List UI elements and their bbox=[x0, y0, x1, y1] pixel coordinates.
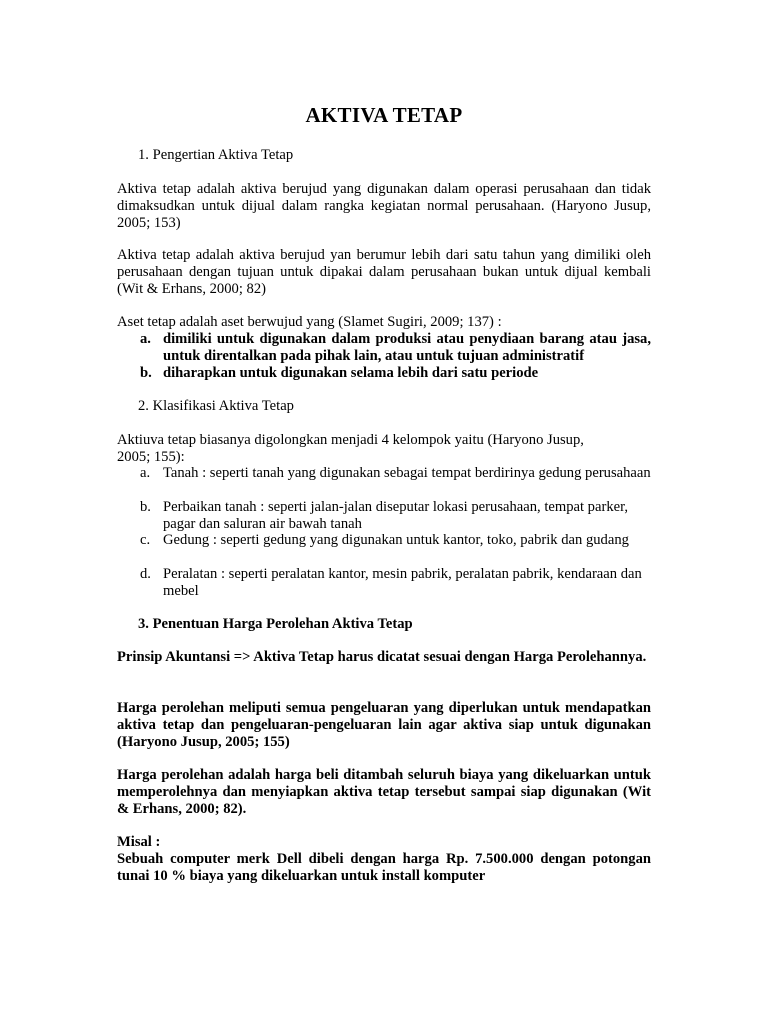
list-item-text: Peralatan : seperti peralatan kantor, mesin pabrik, peralatan pabrik, kendaraan dan mebel bbox=[163, 566, 642, 599]
section-3-paragraph-1: Prinsip Akuntansi => Aktiva Tetap harus dicatat sesuai dengan Harga Perolehannya. bbox=[117, 649, 647, 665]
list-marker: a. bbox=[140, 465, 151, 481]
list-item-text: Gedung : seperti gedung yang digunakan untuk kantor, toko, pabrik dan gudang bbox=[163, 532, 629, 548]
section-1-paragraph-3-intro: Aset tetap adalah aset berwujud yang (Slamet Sugiri, 2009; 137) : bbox=[117, 314, 502, 330]
section-1-heading: 1. Pengertian Aktiva Tetap bbox=[138, 147, 294, 163]
section-1-paragraph-2: Aktiva tetap adalah aktiva berujud yan berumur lebih dari satu tahun yang dimiliki oleh perusahaan dengan tujuan untuk dipakai dalam perusahaan bukan untuk dijual kembali (Wit & Erhans, 2000; 82) bbox=[117, 247, 651, 297]
example-text: Sebuah computer merk Dell dibeli dengan harga Rp. 7.500.000 dengan potongan tunai 10 % biaya yang dikeluarkan untuk install komputer bbox=[117, 851, 651, 884]
list-item-text: diharapkan untuk digunakan selama lebih dari satu periode bbox=[163, 365, 539, 381]
list-marker: b. bbox=[140, 499, 151, 515]
section-3-paragraph-2: Harga perolehan meliputi semua pengeluaran yang diperlukan untuk mendapatkan aktiva tetap dan pengeluaran-pengeluaran lain agar aktiva siap untuk digunakan (Haryono Jusup, 2005; 155) bbox=[117, 700, 651, 750]
section-1-paragraph-1: Aktiva tetap adalah aktiva berujud yang digunakan dalam operasi perusahaan dan tidak dimaksudkan untuk dijual dalam rangka kegiatan normal perusahaan. (Haryono Jusup, 2005; 153) bbox=[117, 181, 651, 231]
list-marker: a. bbox=[140, 331, 151, 347]
section-3-heading: 3. Penentuan Harga Perolehan Aktiva Tetap bbox=[138, 616, 413, 632]
list-marker: d. bbox=[140, 566, 151, 582]
list-item-text: Tanah : seperti tanah yang digunakan sebagai tempat berdirinya gedung perusahaan bbox=[163, 465, 651, 481]
list-marker: b. bbox=[140, 365, 152, 381]
list-item-text: Perbaikan tanah : seperti jalan-jalan diseputar lokasi perusahaan, tempat parker, pagar dan saluran air bawah tanah bbox=[163, 499, 629, 532]
section-2-intro: Aktiuva tetap biasanya digolongkan menjadi 4 kelompok yaitu (Haryono Jusup, 2005; 155): bbox=[117, 432, 584, 465]
section-3-paragraph-3: Harga perolehan adalah harga beli ditambah seluruh biaya yang dikeluarkan untuk memperolehnya dan menyiapkan aktiva tetap tersebut sampai siap digunakan (Wit & Erhans, 2000; 82). bbox=[117, 767, 651, 817]
list-item-text: dimiliki untuk digunakan dalam produksi atau penydiaan barang atau jasa, untuk direntalkan pada pihak lain, atau untuk tujuan administratif bbox=[163, 331, 651, 364]
section-2-heading: 2. Klasifikasi Aktiva Tetap bbox=[138, 398, 294, 414]
list-marker: c. bbox=[140, 532, 151, 548]
example-label: Misal : bbox=[117, 834, 161, 850]
document-title: AKTIVA TETAP bbox=[305, 103, 463, 127]
